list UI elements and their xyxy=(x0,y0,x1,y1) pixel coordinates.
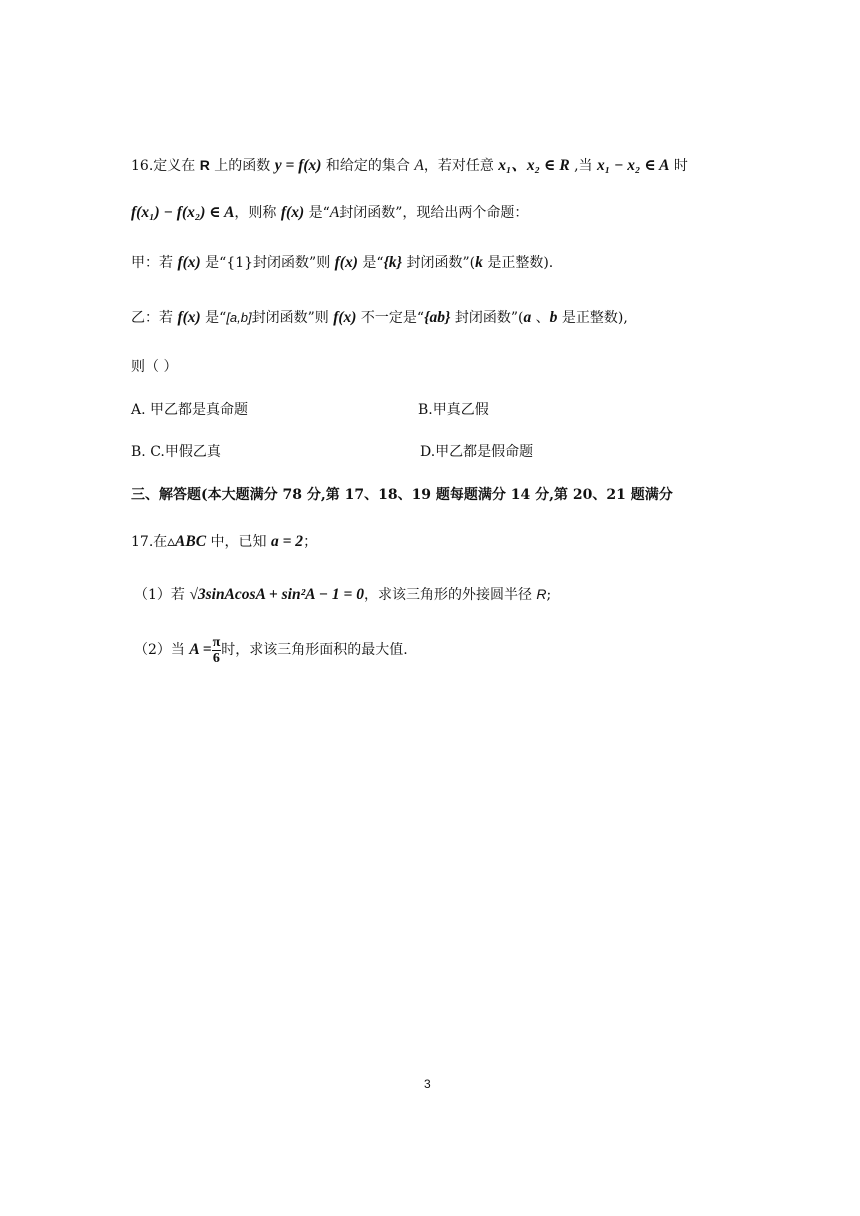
math-expression: f(x) xyxy=(334,254,358,271)
text: （2）当 xyxy=(134,642,190,658)
text: 和给定的集合 xyxy=(321,158,415,174)
text: 是“ xyxy=(304,205,330,221)
text: 时 xyxy=(669,158,688,174)
text: ，则称 xyxy=(234,205,281,221)
math-expression: f(x₁) − f(x₂) ∈ A xyxy=(131,204,235,221)
math-expression: A xyxy=(414,157,424,174)
text: ,当 xyxy=(569,158,598,174)
proposition-yi xyxy=(131,308,628,328)
math-expression: ▵ABC xyxy=(167,533,207,550)
text: 是正整数). xyxy=(482,255,554,271)
problem-17-line-1 xyxy=(131,532,317,552)
option-c: B. C.甲假乙真 xyxy=(131,444,221,460)
text: 16.定义在 xyxy=(131,158,200,174)
text: 中，已知 xyxy=(206,534,271,550)
problem-17-part-2 xyxy=(134,632,408,668)
page-number: 3 xyxy=(424,1077,431,1091)
problem-16-line-1 xyxy=(131,155,688,176)
text: 封闭函数”则 xyxy=(251,310,334,326)
text: 、 xyxy=(531,310,550,326)
text: ； xyxy=(303,534,318,550)
math-expression: f(x) xyxy=(177,254,201,271)
problem-16-line-2 xyxy=(131,203,528,223)
text: ; xyxy=(546,587,552,603)
text: 封闭函数”( xyxy=(402,255,476,271)
text: 甲：若 xyxy=(131,255,178,271)
fraction-numerator: π xyxy=(212,634,221,650)
math-expression: A = xyxy=(189,641,212,658)
text: 是“{1}封闭函数”则 xyxy=(200,255,335,271)
math-expression: a = 2 xyxy=(270,533,304,550)
math-expression: k xyxy=(475,254,483,271)
fraction xyxy=(212,635,222,666)
text: 不一定是“ xyxy=(356,310,425,326)
question-prompt: 则（ ） xyxy=(131,359,178,375)
text: 乙：若 xyxy=(131,310,178,326)
math-expression: {k} xyxy=(383,254,403,271)
option-a: A. 甲乙都是真命题 xyxy=(131,402,249,418)
math-expression: b xyxy=(549,309,558,326)
text: R xyxy=(199,157,210,173)
text: ，若对任意 xyxy=(423,158,499,174)
math-expression: y = f(x) xyxy=(274,157,322,174)
math-expression: f(x) xyxy=(280,204,305,221)
math-expression: f(x) xyxy=(177,309,201,326)
math-expression: [a,b] xyxy=(226,310,252,325)
problem-17-part-1 xyxy=(134,584,551,605)
text: 是“ xyxy=(357,255,384,271)
math-expression: √3sinAcosA + sin²A − 1 = 0 xyxy=(189,586,364,603)
text: （1）若 xyxy=(134,587,190,603)
text: 17.在 xyxy=(131,534,168,550)
text: 是正整数), xyxy=(557,310,628,326)
math-expression: A xyxy=(329,204,340,221)
section-heading: 三、解答题(本大题满分 78 分,第 17、18、19 题每题满分 14 分,第 20、21 题满分 xyxy=(131,487,673,503)
math-expression: R xyxy=(536,586,547,602)
text: 是“ xyxy=(200,310,227,326)
proposition-jia xyxy=(131,253,553,273)
math-expression: a xyxy=(523,309,532,326)
math-expression: {ab} xyxy=(424,309,451,326)
text: 上的函数 xyxy=(209,158,275,174)
option-b: B.甲真乙假 xyxy=(418,402,489,418)
math-expression: x₁、x₂ ∈ R xyxy=(498,157,570,174)
math-expression: x₁ − x₂ ∈ A xyxy=(597,157,670,174)
text: 封闭函数”，现给出两个命题： xyxy=(339,205,529,221)
fraction-denominator: 6 xyxy=(212,650,220,666)
text: 时，求该三角形面积的最大值. xyxy=(221,642,408,658)
option-d: D.甲乙都是假命题 xyxy=(420,444,534,460)
text: 封闭函数”( xyxy=(450,310,524,326)
math-expression: f(x) xyxy=(333,309,357,326)
text: ，求该三角形的外接圆半径 xyxy=(363,587,537,603)
